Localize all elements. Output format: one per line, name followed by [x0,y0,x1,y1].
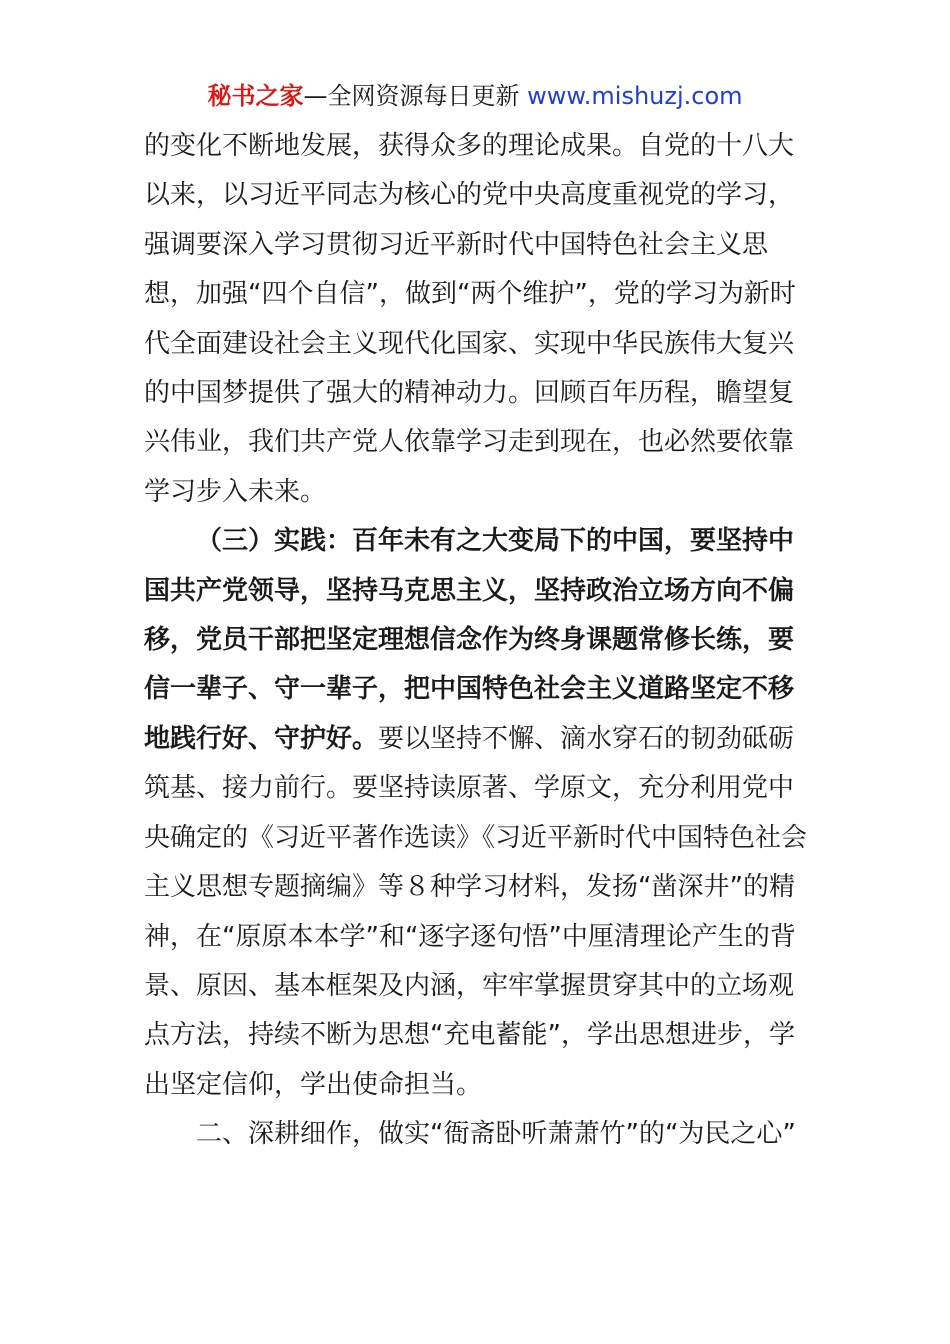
page-header [0,80,950,112]
paragraph-2-rest: 要以坚持不懈、滴水穿石的韧劲砥砺筑基、接力前行。要坚持读原著、学原文，充分利用党中央确定的《习近平著作选读》《习近平新时代中国特色社会主义思想专题摘编》等８种学习材料，发扬“凿深井”的精神，在“原原本本学”和“逐字逐句悟”中厘清理论产生的背景、原因、基本框架及内涵，牢牢掌握贯穿其中的立场观点方法，持续不断为思想“充电蓄能”，学出思想进步，学出坚定信仰，学出使命担当。 [144,723,808,1100]
site-link[interactable]: www.mishuzj.com [527,82,743,110]
paragraph-1: 的变化不断地发展，获得众多的理论成果。自党的十八大以来，以习近平同志为核心的党中央高度重视党的学习，强调要深入学习贯彻习近平新时代中国特色社会主义思想，加强“四个自信”，做到“两个维护”，党的学习为新时代全面建设社会主义现代化国家、实现中华民族伟大复兴的中国梦提供了强大的精神动力。回顾百年历程，瞻望复兴伟业，我们共产党人依靠学习走到现在，也必然要依靠学习步入未来。 [144,131,796,507]
paragraph-2-bold: （三）实践：百年未有之大变局下的中国，要坚持中国共产党领导，坚持马克思主义，坚持政治立场方向不偏移，党员干部把坚定理想信念作为终身课题常修长练，要信一辈子、守一辈子，把中国特色社会主义道路坚定不移地践行好、守护好。 [144,526,795,754]
paragraph-2 [144,517,808,1110]
brand-name: 秘书之家 [207,82,304,110]
header-tagline: —全网资源每日更新 [303,82,520,110]
section-heading: 二、深耕细作，做实“衙斋卧听萧萧竹”的“为民之心” [196,1119,796,1150]
document-body [144,122,808,1160]
